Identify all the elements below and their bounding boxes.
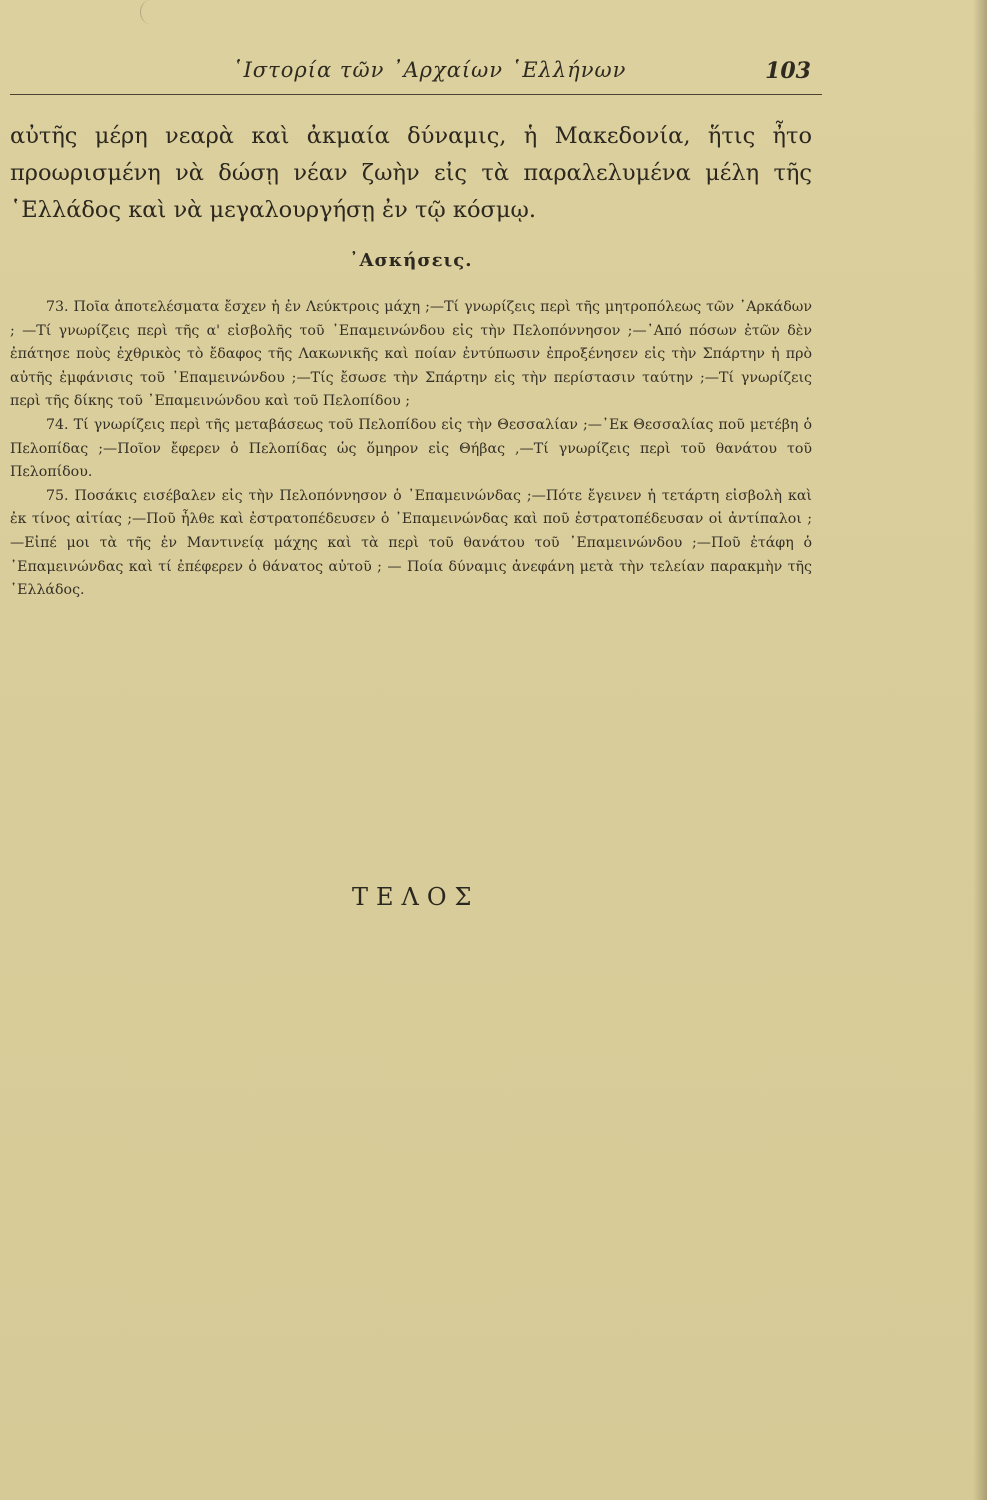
exercises-block [10,296,812,603]
exercise-paragraph: 74. Τί γνωρίζεις περὶ τῆς μεταβάσεως τοῦ Πελοπίδου εἰς τὴν Θεσσαλίαν ;—᾽Εκ Θεσσαλίας ποῦ μετέβη ὁ Πελοπίδας ;—Ποῖον ἔφερεν ὁ Πελοπίδας ὡς ὅμηρον εἰς Θήβας ,—Τί γνωρίζεις περὶ τοῦ θανάτου τοῦ Πελοπίδου. [10,416,812,481]
ink-mark [140,0,161,24]
exercise-paragraph: 73. Ποῖα ἀποτελέσματα ἔσχεν ἡ ἐν Λεύκτροις μάχη ;—Τί γνωρίζεις περὶ τῆς μητροπόλεως τῶν ᾽Αρκάδων ; —Τί γνωρίζεις περὶ τῆς α' εἰσβολῆς τοῦ ᾽Επαμεινώνδου εἰς τὴν Πελοπόννησον ;—᾽Από πόσων ἐτῶν δὲν ἐπάτησε ποὺς ἐχθρικὸς τὸ ἔδαφος τῆς Λακωνικῆς καὶ ποίαν ἐντύπωσιν ἐπροξένησεν εἰς τὴν Σπάρτην ἡ πρὸ αὐτῆς ἐμφάνισις τοῦ ᾽Επαμεινώνδου ;—Τίς ἔσωσε τὴν Σπάρτην εἰς τὴν περίστασιν ταύτην ;—Τί γνωρίζεις περὶ τῆς δίκης τοῦ ᾽Επαμεινώνδου καὶ τοῦ Πελοπίδου ; [10,299,812,410]
page-header [0,58,987,88]
running-title: ῾Ιστορία τῶν ᾽Αρχαίων ῾Ελλήνων [232,58,627,82]
header-rule [10,94,822,95]
section-heading: ᾽Ασκήσεις. [349,250,473,271]
intro-paragraph: αὐτῆς μέρη νεαρὰ καὶ ἀκμαία δύναμις, ἡ Μακεδονία, ἥτις ἦτο προωρισμένη νὰ δώσῃ νέαν ζωὴν εἰς τὰ παραλελυμένα μέλη τῆς ῾Ελλάδος καὶ νὰ μεγαλουργήσῃ ἐν τῷ κόσμῳ. [10,123,812,223]
page-edge-shadow [973,0,987,1500]
end-mark: ΤΕΛΟΣ [352,883,480,911]
exercise-paragraph: 75. Ποσάκις εισέβαλεν εἰς τὴν Πελοπόννησον ὁ ᾽Επαμεινώνδας ;—Πότε ἔγεινεν ἡ τετάρτη εἰσβολὴ καὶ ἐκ τίνος αἰτίας ;—Ποῦ ἦλθε καὶ ἐστρατοπέδευσεν ὁ ᾽Επαμεινώνδας καὶ ποῦ ἐστρατοπέδευσαν οἱ ἀντίπαλοι ;—Εἰπέ μοι τὰ τῆς ἐν Μαντινείᾳ μάχης καὶ τὰ περὶ τοῦ θανάτου τοῦ ᾽Επαμεινώνδου ;—Ποῦ ἐτάφη ὁ ᾽Επαμεινώνδας καὶ τί ἐπέφερεν ὁ θάνατος αὐτοῦ ; — Ποία δύναμις ἀνεφάνη μετὰ τὴν τελείαν παρακμὴν τῆς ῾Ελλάδος. [10,487,812,599]
page-number: 103 [765,58,811,84]
